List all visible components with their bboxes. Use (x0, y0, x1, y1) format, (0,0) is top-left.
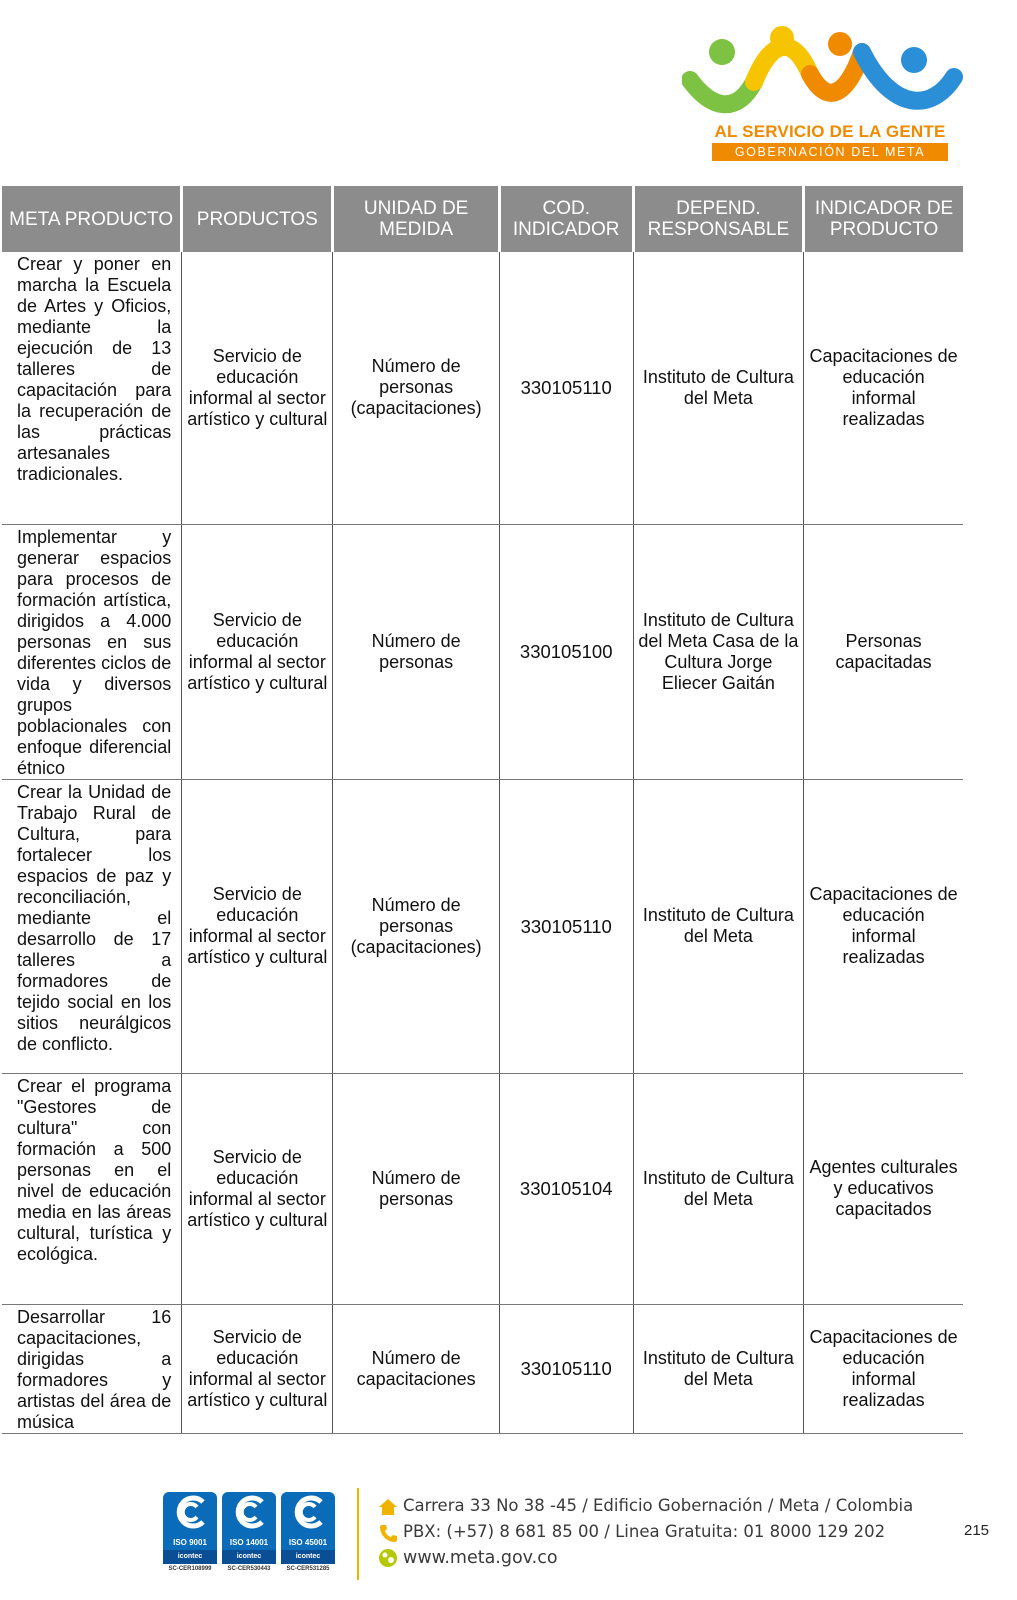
cell-dependencia: Instituto de Cultura del Meta (633, 252, 804, 524)
table-row (2, 779, 963, 1073)
header-depend-responsable: DEPEND. RESPONSABLE (633, 186, 804, 252)
cell-producto: Servicio de educación informal al sector artístico y cultural (182, 1304, 333, 1433)
certification-badge (281, 1492, 335, 1578)
footer-website (378, 1548, 558, 1568)
cell-unidad: Número de personas (333, 524, 499, 779)
table-row (2, 524, 963, 779)
page-number: 215 (964, 1522, 990, 1539)
header-unidad-medida: UNIDAD DE MEDIDA (333, 186, 499, 252)
cell-dependencia: Instituto de Cultura del Meta (633, 1304, 804, 1433)
header-meta-producto: META PRODUCTO (2, 186, 182, 252)
cell-codigo: 330105110 (499, 779, 633, 1073)
header-productos: PRODUCTOS (182, 186, 333, 252)
globe-icon (378, 1548, 398, 1568)
certification-logo-icon (163, 1492, 217, 1550)
cell-unidad: Número de capacitaciones (333, 1304, 499, 1433)
cell-meta: Crear y poner en marcha la Escuela de Artes y Oficios, mediante la ejecución de 13 talleres de capacitación para la recuperación de las prácticas artesanales tradicionales. (2, 252, 182, 524)
cell-dependencia: Instituto de Cultura del Meta (633, 779, 804, 1073)
phone-text: PBX: (+57) 8 681 85 00 / Linea Gratuita: 01 8000 129 202 (403, 1522, 886, 1541)
cell-codigo: 330105100 (499, 524, 633, 779)
website-link[interactable]: www.meta.gov.co (403, 1548, 558, 1568)
table-row (2, 1304, 963, 1433)
header-cod-indicador: COD. INDICADOR (499, 186, 633, 252)
cell-producto: Servicio de educación informal al sector artístico y cultural (182, 252, 333, 524)
cell-indicador: Capacitaciones de educación informal realizadas (804, 1304, 963, 1433)
cell-unidad: Número de personas (capacitaciones) (333, 779, 499, 1073)
footer-divider (357, 1488, 359, 1580)
cell-codigo: 330105104 (499, 1073, 633, 1304)
cell-meta: Implementar y generar espacios para procesos de formación artística, dirigidos a 4.000 personas en sus diferentes ciclos de vida y diversos grupos poblacionales con enfoque diferencial étnico (2, 524, 182, 779)
certification-brand: icontec (222, 1550, 276, 1564)
certification-brand: icontec (163, 1550, 217, 1564)
cell-meta: Crear el programa "Gestores de cultura" con formación a 500 personas en el nivel de educación media en las áreas cultural, turística y ecológica. (2, 1073, 182, 1304)
cell-indicador: Capacitaciones de educación informal realizadas (804, 779, 963, 1073)
meta-producto-table (2, 186, 963, 1434)
cell-producto: Servicio de educación informal al sector artístico y cultural (182, 779, 333, 1073)
certification-badge (222, 1492, 276, 1578)
cell-indicador: Agentes culturales y educativos capacitados (804, 1073, 963, 1304)
cell-meta: Crear la Unidad de Trabajo Rural de Cultura, para fortalecer los espacios de paz y reconciliación, mediante el desarrollo de 17 talleres a formadores de tejido social en los sitios neurálgicos de conflicto. (2, 779, 182, 1073)
table-header-row (2, 186, 963, 252)
cell-producto: Servicio de educación informal al sector artístico y cultural (182, 1073, 333, 1304)
logo-subtitle: GOBERNACIÓN DEL META (712, 143, 948, 161)
certification-iso: ISO 14001 (229, 1538, 269, 1547)
cell-meta: Desarrollar 16 capacitaciones, dirigidas a formadores y artistas del área de música (2, 1304, 182, 1433)
cell-indicador: Capacitaciones de educación informal realizadas (804, 252, 963, 524)
cell-dependencia: Instituto de Cultura del Meta Casa de la Cultura Jorge Eliecer Gaitán (633, 524, 804, 779)
header-indicador-producto: INDICADOR DE PRODUCTO (804, 186, 963, 252)
table-row (2, 252, 963, 524)
logo-tagline: AL SERVICIO DE LA GENTE (714, 122, 946, 141)
home-icon (378, 1498, 398, 1516)
cell-codigo: 330105110 (499, 1304, 633, 1433)
cell-codigo: 330105110 (499, 252, 633, 524)
certification-badge (163, 1492, 217, 1578)
certification-iso: ISO 9001 (173, 1538, 207, 1547)
certification-logo-icon (281, 1492, 335, 1550)
cell-producto: Servicio de educación informal al sector artístico y cultural (182, 524, 333, 779)
certification-code: SC-CER530443 (227, 1566, 271, 1572)
cell-dependencia: Instituto de Cultura del Meta (633, 1073, 804, 1304)
certification-brand: icontec (281, 1550, 335, 1564)
phone-icon (378, 1523, 398, 1543)
footer-phone (378, 1522, 885, 1543)
cell-indicador: Personas capacitadas (804, 524, 963, 779)
footer-address (378, 1496, 913, 1516)
cell-unidad: Número de personas (capacitaciones) (333, 252, 499, 524)
certification-code: SC-CER531285 (286, 1566, 330, 1572)
table-row (2, 1073, 963, 1304)
certification-code: SC-CER108999 (168, 1566, 212, 1572)
certification-iso: ISO 45001 (288, 1538, 328, 1547)
address-text: Carrera 33 No 38 -45 / Edificio Gobernación / Meta / Colombia (403, 1496, 914, 1515)
cell-unidad: Número de personas (333, 1073, 499, 1304)
certification-logo-icon (222, 1492, 276, 1550)
